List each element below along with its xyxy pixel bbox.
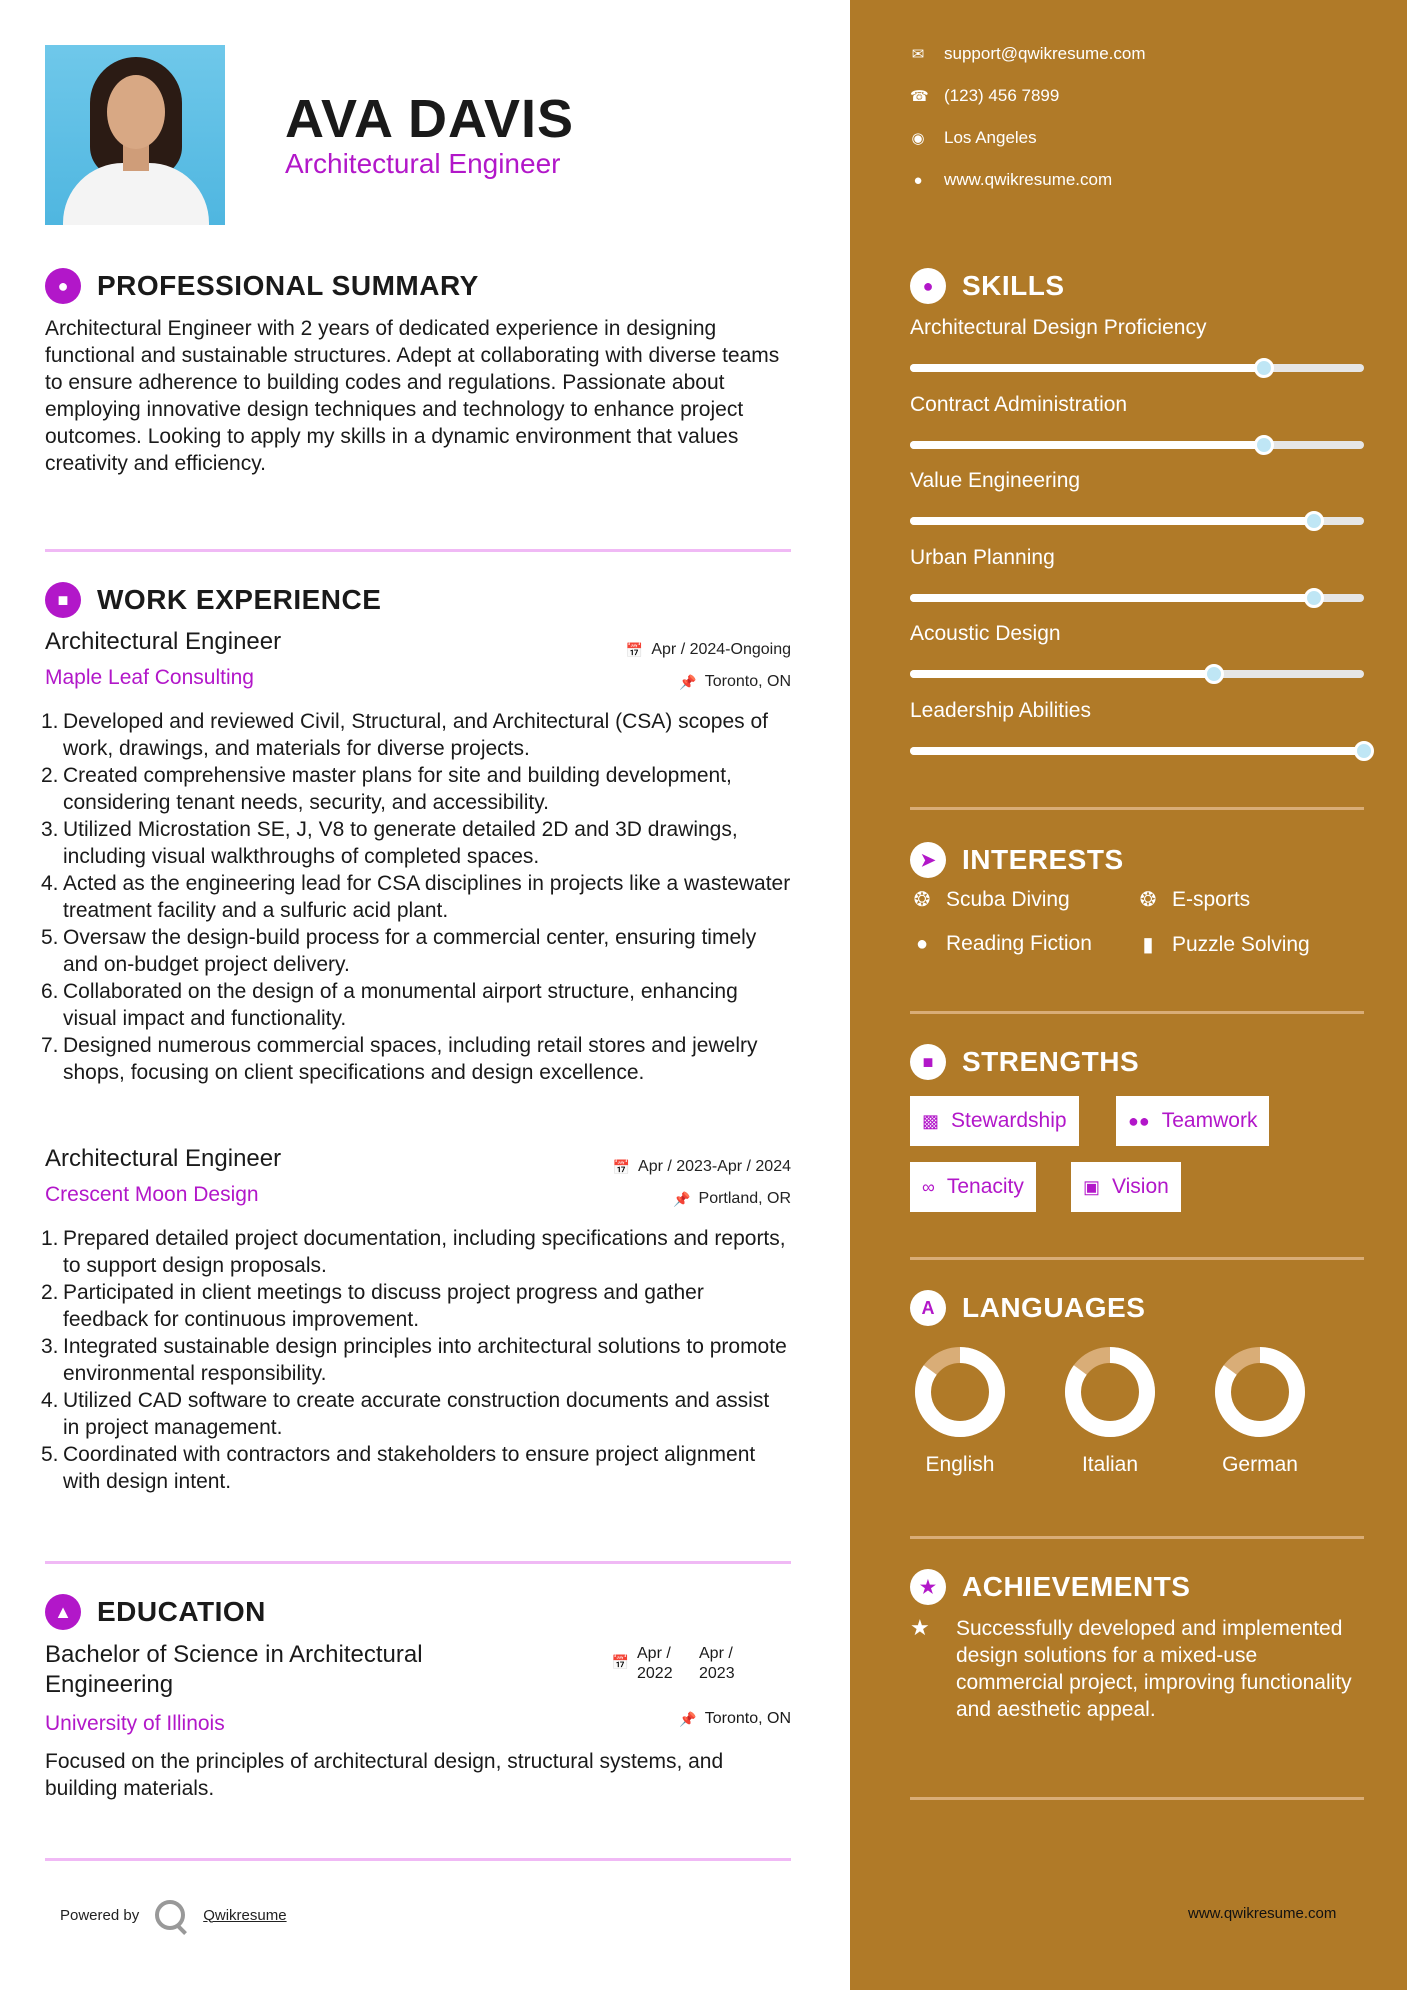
section-divider <box>45 1561 791 1564</box>
job-location: Toronto, ON <box>704 673 791 690</box>
calendar-icon: 📅 <box>611 1654 629 1670</box>
edu-description: Focused on the principles of architectural design, structural systems, and building materials. <box>45 1750 724 1800</box>
list-item: 6. Collaborated on the design of a monumental airport structure, enhancing visual impact and functionality. <box>41 980 738 1030</box>
language-ring <box>913 1345 1007 1439</box>
strengths-heading <box>910 1044 1139 1080</box>
language-ring <box>1063 1345 1157 1439</box>
skill-item <box>910 622 1364 678</box>
push-pin-icon: 📌 <box>673 1190 691 1207</box>
skill-label: Architectural Design Proficiency <box>910 316 1207 339</box>
skill-label: Acoustic Design <box>910 622 1061 645</box>
education-heading <box>45 1594 266 1630</box>
language-item <box>1195 1345 1325 1477</box>
list-item: 1. Developed and reviewed Civil, Structural, and Architectural (CSA) scopes of work, drawings, and materials for diverse projects. <box>41 710 768 760</box>
phone-text: (123) 456 7899 <box>944 86 1060 105</box>
fist-icon: ■ <box>910 1044 946 1080</box>
qwikresume-link[interactable]: Qwikresume <box>203 1906 287 1924</box>
experience-heading <box>45 582 381 618</box>
language-ring <box>1213 1345 1307 1439</box>
list-item: 2. Created comprehensive master plans for site and building development, considering tenant needs, security, and accessibility. <box>41 764 732 814</box>
section-divider <box>910 1536 1364 1539</box>
envelope-icon: ✉ <box>911 46 925 63</box>
skill-knob <box>1254 435 1274 455</box>
language-item <box>895 1345 1025 1477</box>
edu-dates <box>612 1644 761 1684</box>
skills-heading <box>910 268 1065 304</box>
binoculars-icon: ▣ <box>1083 1176 1101 1197</box>
candidate-name: AVA DAVIS <box>285 89 575 149</box>
list-item: 3. Utilized Microstation SE, J, V8 to generate detailed 2D and 3D drawings, including visual walkthroughs of completed spaces. <box>41 818 738 868</box>
skill-label: Urban Planning <box>910 545 1055 569</box>
email-text: support@qwikresume.com <box>944 44 1146 63</box>
list-item: 7. Designed numerous commercial spaces, including retail stores and jewelry shops, focusing on client specifications and design excellence. <box>41 1034 758 1084</box>
skill-knob <box>1254 358 1274 378</box>
edu-location-row <box>679 1710 791 1728</box>
star-badge-icon: ★ <box>910 1569 946 1605</box>
edu-school: University of Illinois <box>45 1712 225 1735</box>
skill-fill <box>910 517 1314 525</box>
shooting-star-icon: ★ <box>910 1615 930 1640</box>
skill-track <box>910 364 1364 372</box>
contact-website[interactable] <box>910 170 1112 190</box>
languages-title: LANGUAGES <box>962 1292 1146 1323</box>
lightbulb-icon: ● <box>910 268 946 304</box>
push-pin-icon: 📌 <box>679 673 697 690</box>
skill-label: Value Engineering <box>910 469 1081 492</box>
job-location: Portland, OR <box>698 1190 791 1207</box>
job-company: Maple Leaf Consulting <box>45 666 254 689</box>
skill-item <box>910 469 1364 525</box>
language-name: English <box>925 1453 995 1476</box>
contact-phone[interactable] <box>910 86 1059 106</box>
gamepad-icon: ● <box>915 932 929 955</box>
location-text: Los Angeles <box>944 128 1037 147</box>
qwikresume-logo-icon <box>155 1900 185 1930</box>
interests-heading <box>910 842 1124 878</box>
job-entry <box>41 1145 791 1495</box>
list-item: 3. Integrated sustainable design principles into architectural solutions to promote environmental responsibility. <box>41 1335 787 1385</box>
education-title: EDUCATION <box>97 1596 266 1627</box>
push-pin-icon: 📌 <box>679 1710 697 1727</box>
edu-start: Apr / 2022 <box>637 1645 673 1682</box>
job-meta <box>626 634 791 698</box>
summary-heading <box>45 268 479 304</box>
skills-title: SKILLS <box>962 270 1065 301</box>
powered-by <box>60 1900 287 1930</box>
section-divider <box>45 549 791 552</box>
candidate-title: Architectural Engineer <box>285 148 561 179</box>
summary-text: Architectural Engineer with 2 years of dedicated experience in designing functional and sustainable structures. Adept at collaborating with diverse teams to ensure adherence to building codes and regulations. Passionate about employing innovative design techniques and technology to enhance project outcomes. Looking to apply my skills in a dynamic environment that values creativity and efficiency. <box>45 317 780 475</box>
sidebar <box>850 0 1407 1990</box>
job-meta <box>613 1151 791 1215</box>
job-title: Architectural Engineer <box>45 1145 282 1172</box>
achievements-title: ACHIEVEMENTS <box>962 1571 1191 1602</box>
job-dates: Apr / 2023-Apr / 2024 <box>638 1158 791 1175</box>
phone-icon: ☎ <box>910 88 929 105</box>
skill-knob <box>1304 511 1324 531</box>
website-text: www.qwikresume.com <box>944 170 1113 189</box>
skill-fill <box>910 594 1314 602</box>
interest-item: ❂ E-sports <box>1136 887 1250 912</box>
skill-track <box>910 517 1364 525</box>
skill-fill <box>910 441 1264 449</box>
interest-item: ● Reading Fiction <box>910 932 1092 956</box>
globe-icon: ● <box>913 171 923 189</box>
job-bullets <box>41 708 791 1086</box>
strengths-title: STRENGTHS <box>962 1046 1140 1077</box>
calendar-icon: 📅 <box>625 641 644 658</box>
language-item <box>1045 1345 1175 1477</box>
skill-knob <box>1204 664 1224 684</box>
list-item: 1. Prepared detailed project documentation, including specifications and reports, to support design proposals. <box>41 1227 786 1277</box>
achievements-heading <box>910 1569 1190 1605</box>
languages-heading <box>910 1290 1145 1326</box>
skill-knob <box>1304 588 1324 608</box>
life-ring-icon: ❂ <box>913 889 931 911</box>
strength-badge: ∞ Tenacity <box>910 1162 1036 1212</box>
skill-track <box>910 594 1364 602</box>
strength-badge: ▣ Vision <box>1071 1162 1181 1212</box>
map-pin-icon: ◉ <box>911 130 925 147</box>
strength-badge: ●● Teamwork <box>1116 1096 1269 1146</box>
experience-title: WORK EXPERIENCE <box>97 584 382 615</box>
language-name: German <box>1222 1453 1298 1476</box>
skill-track <box>910 670 1364 678</box>
user-icon: ● <box>45 268 81 304</box>
edu-degree: Bachelor of Science in Architectural Engineering <box>45 1641 423 1698</box>
powered-by-label: Powered by <box>60 1906 140 1924</box>
skill-item <box>910 546 1364 602</box>
summary-title: PROFESSIONAL SUMMARY <box>97 270 479 301</box>
list-item: 4. Acted as the engineering lead for CSA disciplines in projects like a wastewater treatment facility and a sulfuric acid plant. <box>41 872 791 922</box>
section-divider <box>910 1257 1364 1260</box>
briefcase-icon: ▩ <box>922 1110 940 1131</box>
skill-fill <box>910 747 1364 755</box>
interest-item: ▮ Puzzle Solving <box>1136 932 1310 957</box>
list-item: 5. Coordinated with contractors and stakeholders to ensure project alignment with design intent. <box>41 1443 756 1493</box>
contact-location <box>910 128 1037 148</box>
education-entry <box>45 1640 791 1802</box>
briefcase-chair-icon: ■ <box>45 582 81 618</box>
job-dates: Apr / 2024-Ongoing <box>651 641 791 658</box>
list-item: 5. Oversaw the design-build process for a commercial center, ensuring timely and on-budget project delivery. <box>41 926 757 976</box>
users-icon: ●● <box>1128 1110 1150 1131</box>
graduate-icon: ▲ <box>45 1594 81 1630</box>
strength-badge: ▩ Stewardship <box>910 1096 1079 1146</box>
skill-track <box>910 747 1364 755</box>
edu-end: Apr / 2023 <box>699 1645 735 1682</box>
list-item: 2. Participated in client meetings to discuss project progress and gather feedback for continuous improvement. <box>41 1281 704 1331</box>
skill-label: Leadership Abilities <box>910 698 1091 722</box>
footer-site[interactable]: www.qwikresume.com <box>1188 1905 1337 1922</box>
job-company: Crescent Moon Design <box>45 1183 259 1206</box>
book-icon: ▮ <box>1142 934 1154 956</box>
job-entry <box>41 628 791 1086</box>
achievement-item <box>910 1615 1356 1723</box>
skill-fill <box>910 364 1264 372</box>
profile-photo <box>45 45 225 225</box>
interest-item: ❂ Scuba Diving <box>910 887 1070 912</box>
skill-track <box>910 441 1364 449</box>
edu-location: Toronto, ON <box>704 1710 791 1727</box>
link-icon: ∞ <box>922 1176 935 1197</box>
calendar-icon: 📅 <box>612 1158 631 1175</box>
section-divider <box>910 807 1364 810</box>
section-divider <box>910 1011 1364 1014</box>
job-title: Architectural Engineer <box>45 628 282 655</box>
list-item: 4. Utilized CAD software to create accurate construction documents and assist in project management. <box>41 1389 770 1439</box>
skill-knob <box>1354 741 1374 761</box>
skill-label: Contract Administration <box>910 392 1128 416</box>
section-divider <box>45 1858 791 1861</box>
skill-item <box>910 699 1364 755</box>
section-divider <box>910 1797 1364 1800</box>
language-icon: A <box>910 1290 946 1326</box>
skill-fill <box>910 670 1214 678</box>
achievement-text: Successfully developed and implemented design solutions for a mixed-use commercial project, improving functionality and aesthetic appeal. <box>956 1617 1352 1721</box>
skill-item <box>910 316 1364 372</box>
interests-title: INTERESTS <box>962 844 1124 875</box>
job-bullets <box>41 1225 791 1495</box>
life-ring-icon: ❂ <box>1139 889 1157 911</box>
skill-item <box>910 393 1364 449</box>
language-name: Italian <box>1081 1453 1139 1476</box>
paper-plane-icon: ➤ <box>910 842 946 878</box>
contact-email[interactable] <box>910 44 1146 64</box>
